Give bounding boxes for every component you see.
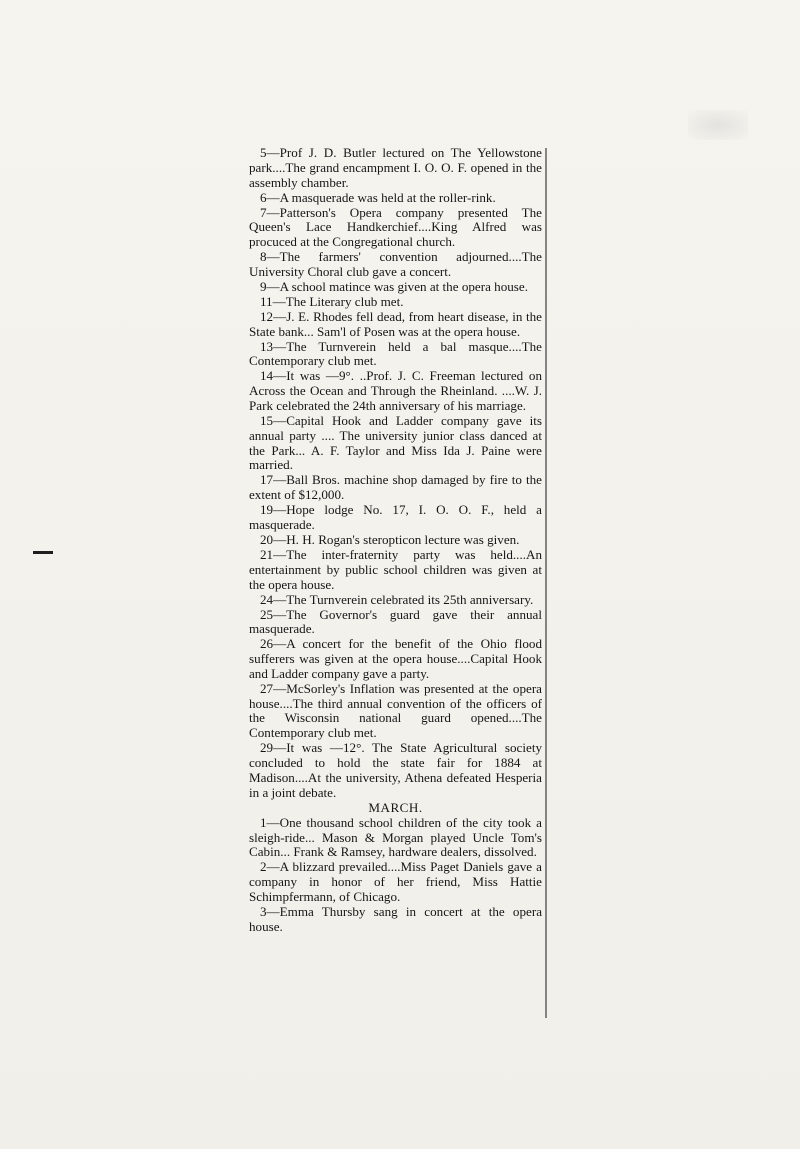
- entry-24: 24—The Turnverein celebrated its 25th anniversary.: [260, 591, 534, 607]
- paper-smudge: [688, 110, 748, 140]
- entry-9: 9—A school matince was given at the opera house.: [260, 278, 528, 294]
- entry-13: 13—The Turnverein held a bal masque....The Contemporary club met.: [249, 338, 542, 369]
- entry-6: 6—A masquerade was held at the roller-rink.: [260, 189, 496, 205]
- entry-march-2: 2—A blizzard prevailed....Miss Paget Daniels gave a company in honor of her friend, Miss Hattie Schimpfermann, of Chicago.: [249, 859, 542, 904]
- entry-march-1: 1—One thousand school children of the city took a sleigh-ride... Mason & Morgan played Uncle Tom's Cabin... Frank & Ramsey, hardware dealers, dissolved.: [249, 814, 542, 860]
- entry-14: 14—It was —9°. ..Prof. J. C. Freeman lectured on Across the Ocean and Through the Rheinland. ....W. J. Park celebrated the 24th anniversary of his marriage.: [249, 368, 542, 414]
- entry-29: 29—It was —12°. The State Agricultural society concluded to hold the state fair for 1884 at Madison....At the university, Athena defeated Hesperia in a joint debate.: [249, 740, 542, 800]
- entry-15: 15—Capital Hook and Ladder company gave its annual party .... The university junior class danced at the Park... A. F. Taylor and Miss Ida J. Paine were married.: [249, 413, 542, 473]
- entry-17: 17—Ball Bros. machine shop damaged by fire to the extent of $12,000.: [249, 472, 542, 503]
- newspaper-column: [249, 146, 542, 935]
- entry-5: 5—Prof J. D. Butler lectured on The Yellowstone park....The grand encampment I. O. O. F. opened in the assembly chamber.: [249, 145, 542, 190]
- entry-26: 26—A concert for the benefit of the Ohio flood sufferers was given at the opera house....Capital Hook and Ladder company gave a party.: [249, 636, 542, 681]
- month-heading: MARCH.: [368, 799, 423, 815]
- entry-12: 12—J. E. Rhodes fell dead, from heart disease, in the State bank... Sam'l of Posen was at the opera house.: [249, 308, 542, 339]
- entry-25: 25—The Governor's guard gave their annual masquerade.: [249, 606, 542, 637]
- entry-march-3: 3—Emma Thursby sang in concert at the opera house.: [249, 903, 542, 934]
- column-rule: [545, 148, 547, 1018]
- entry-27: 27—McSorley's Inflation was presented at the opera house....The third annual convention of the officers of the Wisconsin national guard opened....The Contemporary club met.: [249, 680, 542, 741]
- entry-7: 7—Patterson's Opera company presented The Queen's Lace Handkerchief....King Alfred was procuced at the Congregational church.: [249, 204, 542, 250]
- entry-19: 19—Hope lodge No. 17, I. O. O. F., held a masquerade.: [249, 502, 542, 532]
- entry-11: 11—The Literary club met.: [260, 293, 404, 309]
- entry-20: 20—H. H. Rogan's steropticon lecture was given.: [260, 531, 520, 547]
- entry-8: 8—The farmers' convention adjourned....The University Choral club gave a concert.: [249, 249, 542, 279]
- entry-21: 21—The inter-fraternity party was held....An entertainment by public school children was given at the opera house.: [249, 546, 542, 592]
- margin-mark: [33, 551, 53, 554]
